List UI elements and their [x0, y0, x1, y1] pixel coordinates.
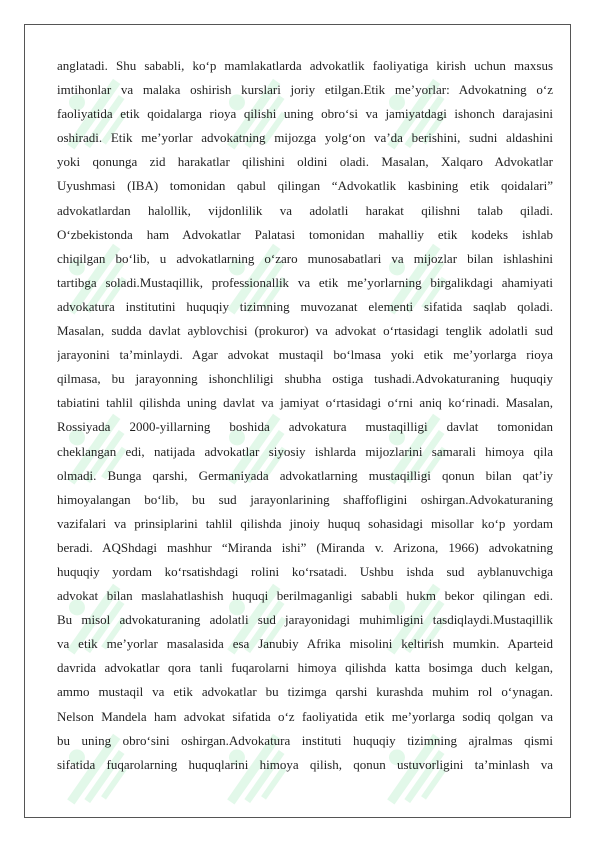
text-line: advokatura institutini huquqiy tizimning muvozanat elementi sifatida saqlab qoladi.	[57, 298, 553, 314]
text-line: advokat bilan maslahatlashish huquqi berilmaganligi sababli hukm bekor qilingan edi.	[57, 588, 553, 604]
text-line: huquqiy yordam ko‘rsatishdagi rolini ko‘rsatadi. Ushbu ishda sud ayblanuvchiga	[57, 563, 553, 579]
text-line: vazifalari va prinsiplarini tahlil qilishda jinoiy huquq sohasidagi misollar ko‘p yordam	[57, 515, 553, 531]
text-line: olmadi. Bunga qarshi, Germaniyada advokatlarning mustaqilligi qonun bilan qat’iy	[57, 467, 553, 483]
text-line: imtihonlar va malaka oshirish kurslari joriy etilgan.Etik me’yorlar: Advokatning o‘z	[57, 82, 553, 98]
text-line: faoliyatida etik qoidalarga rioya qilishi uning obro‘si va jamiyatdagi ishonch darajasini	[57, 106, 553, 122]
text-line: Rossiyada 2000-yillarning boshida advokatura mustaqilligi davlat tomonidan	[57, 419, 553, 435]
text-line: Masalan, sudda davlat ayblovchisi (prokuror) va advokat o‘rtasidagi tenglik adolatli sud	[57, 323, 553, 339]
text-line: Nelson Mandela ham advokat sifatida o‘z faoliyatida etik me’yorlarga sodiq qolgan va	[57, 708, 553, 724]
text-line: chiqilgan bo‘lib, u advokatlarning o‘zaro munosabatlari va mijozlar bilan ishlashini	[57, 250, 553, 266]
text-line: Uyushmasi (IBA) tomonidan qabul qilingan “Advokatlik kasbining etik qoidalari”	[57, 178, 553, 194]
text-line: anglatadi. Shu sababli, ko‘p mamlakatlarda advokatlik faoliyatiga kirish uchun maxsus	[57, 58, 553, 73]
text-line: beradi. AQShdagi mashhur “Miranda ishi” (Miranda v. Arizona, 1966) advokatning	[57, 539, 553, 555]
document-body	[57, 54, 553, 777]
text-line: davrida advokatlar qora tanli fuqarolarni himoya qilishda katta bosimga duch kelgan,	[57, 660, 553, 676]
text-line: yoki qonunga zid harakatlar qilishini oldini oladi. Masalan, Xalqaro Advokatlar	[57, 154, 553, 170]
text-line: qilmasa, bu jarayonning ishonchliligi shubha ostiga tushadi.Advokaturaning huquqiy	[57, 371, 553, 387]
text-line: himoyalangan bo‘lib, bu sud jarayonlarining shaffofligini oshirgan.Advokaturaning	[57, 491, 553, 507]
text-line: cheklangan edi, natijada advokatlar siyosiy ishlarda mijozlarini samarali himoya qila	[57, 443, 553, 459]
text-line: sifatida fuqarolarning huquqlarini himoya qilish, qonun ustuvorligini ta’minlash va	[57, 756, 553, 772]
text-line: Bu misol advokaturaning adolatli sud jarayonidagi muhimligini tasdiqlaydi.Mustaqillik	[57, 612, 553, 628]
text-line: O‘zbekistonda ham Advokatlar Palatasi tomonidan mahalliy etik kodeks ishlab	[57, 226, 553, 242]
text-line: tartibga soladi.Mustaqillik, professionallik va etik me’yorlarning birgalikdagi ahamiyati	[57, 274, 553, 290]
text-line: tabiatini tahlil qilishda uning davlat va jamiyat o‘rtasidagi o‘rni aniq ko‘rinadi. Masalan,	[57, 395, 553, 411]
text-line: jarayonini ta’minlaydi. Agar advokat mustaqil bo‘lmasa yoki etik me’yorlarga rioya	[57, 347, 553, 363]
text-line: advokatlardan halollik, vijdonlilik va adolatli harakat qilishni talab qiladi.	[57, 202, 553, 218]
text-line: bu uning obro‘sini oshirgan.Advokatura instituti huquqiy tizimning ajralmas qismi	[57, 732, 553, 748]
text-line: oshiradi. Etik me’yorlar advokatning mijozga yolg‘on va’da berishini, sudni aldashini	[57, 130, 553, 146]
text-line: ammo mustaqil va etik advokatlar bu tizimga qarshi kurashda muhim rol o‘ynagan.	[57, 684, 553, 700]
text-line: va etik me’yorlar masalasida esa Janubiy Afrika misolini keltirish mumkin. Aparteid	[57, 636, 553, 652]
